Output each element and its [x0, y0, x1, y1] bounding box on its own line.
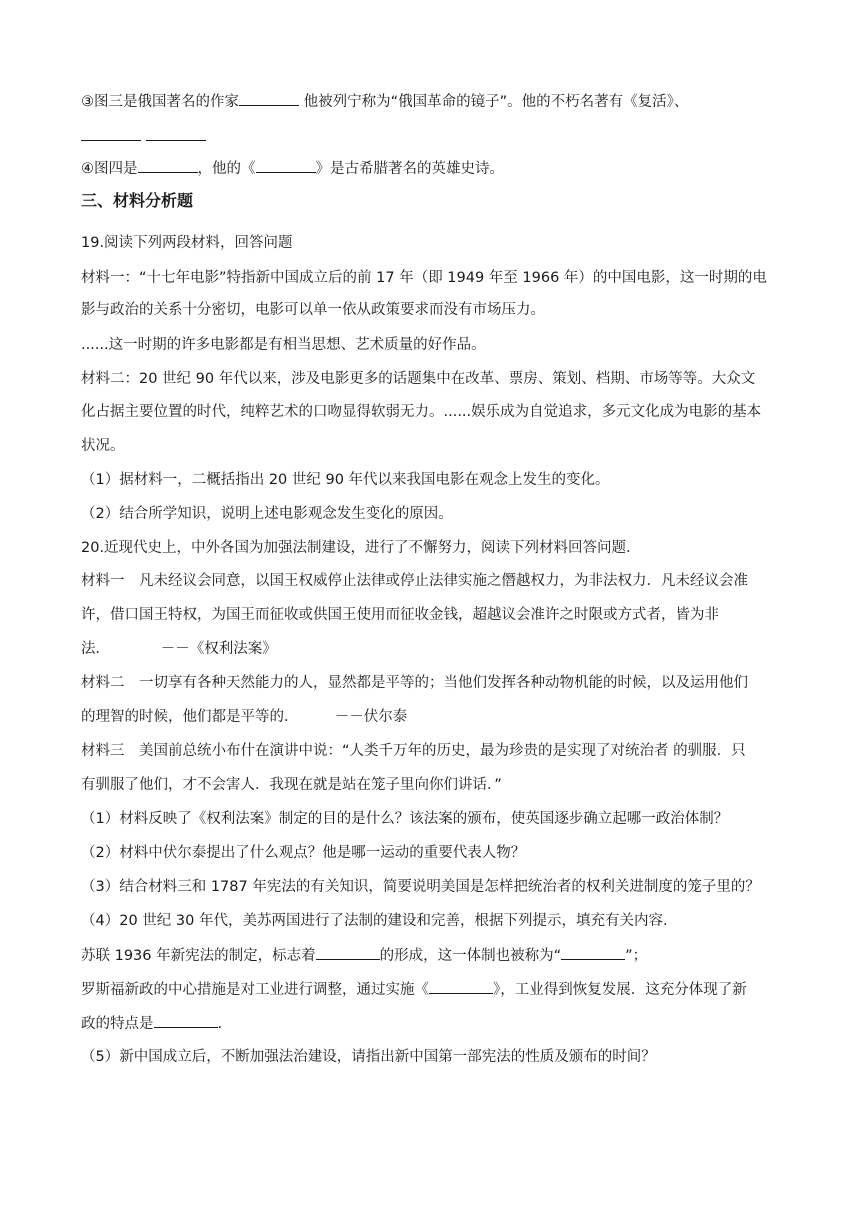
text-line	[81, 843, 781, 863]
text-segment: 材料二 一切享有各种天然能力的人，显然都是平等的；当他们发挥各种动物机能的时候，以及运用他们	[81, 675, 748, 691]
text-line	[81, 470, 781, 490]
text-segment: 政的特点是	[81, 1016, 154, 1032]
text-line	[81, 158, 781, 179]
fill-in-blank	[316, 945, 380, 960]
text-line	[81, 775, 781, 795]
text-segment: 材料二：20 世纪 90 年代以来，涉及电影更多的话题集中在改革、票房、策划、档期、市场等等。大众文	[81, 371, 756, 387]
text-segment: 苏联 1936 年新宪法的制定，标志着	[81, 948, 316, 964]
text-segment: 罗斯福新政的中心措施是对工业进行调整，通过实施《	[81, 982, 429, 998]
fill-in-blank	[239, 91, 299, 106]
text-segment: 他被列宁称为“俄国革命的镜子”。他的不朽名著有《复活》、	[299, 94, 689, 110]
text-line	[81, 504, 781, 524]
text-line	[81, 639, 781, 659]
fill-in-blank	[561, 945, 625, 960]
text-segment: ④图四是	[81, 161, 138, 177]
text-segment: （4）20 世纪 30 年代，美苏两国进行了法制的建设和完善，根据下列提示，填充有关内容.	[81, 913, 668, 929]
fill-in-blank	[81, 126, 141, 141]
text-segment: （1）据材料一，二概括指出 20 世纪 90 年代以来我国电影在观念上发生的变化。	[81, 472, 610, 488]
text-segment: 的理智的时候，他们都是平等的． －－伏尔泰	[81, 709, 408, 725]
text-segment: 》是古希腊著名的英雄史诗。	[315, 161, 504, 177]
text-line	[81, 877, 781, 897]
text-line	[81, 268, 781, 288]
text-segment: 有驯服了他们，才不会害人．我现在就是站在笼子里向你们讲话．”	[81, 777, 502, 793]
text-segment: 影与政治的关系十分密切，电影可以单一依从政策要求而没有市场压力。	[81, 302, 545, 318]
text-segment: .	[217, 1016, 223, 1032]
text-line	[81, 1047, 781, 1067]
text-segment: 化占据主要位置的时代，纯粹艺术的口吻显得软弱无力。......娱乐成为自觉追求，多元文化成为电影的基本	[81, 404, 762, 420]
text-segment: ......这一时期的许多电影都是有相当思想、艺术质量的好作品。	[81, 337, 486, 353]
text-segment: 》，工业得到恢复发展．这充分体现了新	[493, 982, 747, 998]
fill-in-blank	[138, 158, 198, 173]
text-line	[81, 809, 781, 829]
text-segment: 材料一 凡未经议会同意，以国王权威停止法律或停止法律实施之僭越权力，为非法权力．凡未经议会准	[81, 573, 748, 589]
text-segment: 状况。	[81, 438, 125, 454]
text-segment: 许，借口国王特权，为国王而征收或供国王使用而征收金钱，超越议会准许之时限或方式者，皆为非	[81, 607, 719, 623]
text-segment: 的形成，这一体制也被称为“	[379, 948, 562, 964]
text-line	[81, 605, 781, 625]
text-line	[81, 436, 781, 456]
text-segment: （1）材料反映了《权利法案》制定的目的是什么？该法案的颁布，使英国逐步确立起哪一政治体制？	[81, 811, 729, 827]
text-segment: 三、材料分析题	[81, 191, 194, 210]
text-line	[81, 233, 781, 253]
text-line	[81, 673, 781, 693]
text-segment: 20.近现代史上，中外各国为加强法制建设，进行了不懈努力，阅读下列材料回答问题.	[81, 540, 631, 556]
text-segment: ”；	[625, 948, 648, 964]
fill-in-blank	[146, 126, 206, 141]
text-line	[81, 741, 781, 761]
text-segment: ，他的《	[197, 161, 256, 177]
text-segment: （2）材料中伏尔泰提出了什么观点？他是哪一运动的重要代表人物？	[81, 845, 526, 861]
text-segment: 材料三 美国前总统小布什在演讲中说：“人类千万年的历史，最为珍贵的是实现了对统治者 的驯服．只	[81, 743, 746, 759]
text-line	[81, 369, 781, 389]
text-segment: （2）结合所学知识，说明上述电影观念发生变化的原因。	[81, 506, 453, 522]
text-line	[81, 979, 781, 1000]
section-heading	[81, 191, 781, 211]
text-segment: 法． －－《权利法案》	[81, 641, 277, 657]
text-line	[81, 911, 781, 931]
text-line	[81, 300, 781, 320]
fill-in-blank	[429, 979, 493, 994]
text-line	[81, 1013, 781, 1034]
text-line	[81, 91, 781, 112]
text-segment: （5）新中国成立后，不断加强法治建设，请指出新中国第一部宪法的性质及颁布的时间？	[81, 1049, 656, 1065]
text-line	[81, 571, 781, 591]
text-segment: （3）结合材料三和 1787 年宪法的有关知识，简要说明美国是怎样把统治者的权利关进制度的笼子里的？	[81, 879, 760, 895]
fill-in-blank	[154, 1013, 218, 1028]
text-line	[81, 538, 781, 558]
text-segment: 材料一：“十七年电影”特指新中国成立后的前 17 年（即 1949 年至 1966 年）的中国电影，这一时期的电	[81, 270, 767, 286]
text-line	[81, 707, 781, 727]
text-line	[81, 945, 781, 966]
text-line	[81, 402, 781, 422]
text-segment: 19.阅读下列两段材料，回答问题	[81, 235, 293, 251]
fill-in-blank	[256, 158, 316, 173]
text-line	[81, 335, 781, 355]
text-line	[81, 126, 781, 147]
text-segment: ③图三是俄国著名的作家	[81, 94, 239, 110]
